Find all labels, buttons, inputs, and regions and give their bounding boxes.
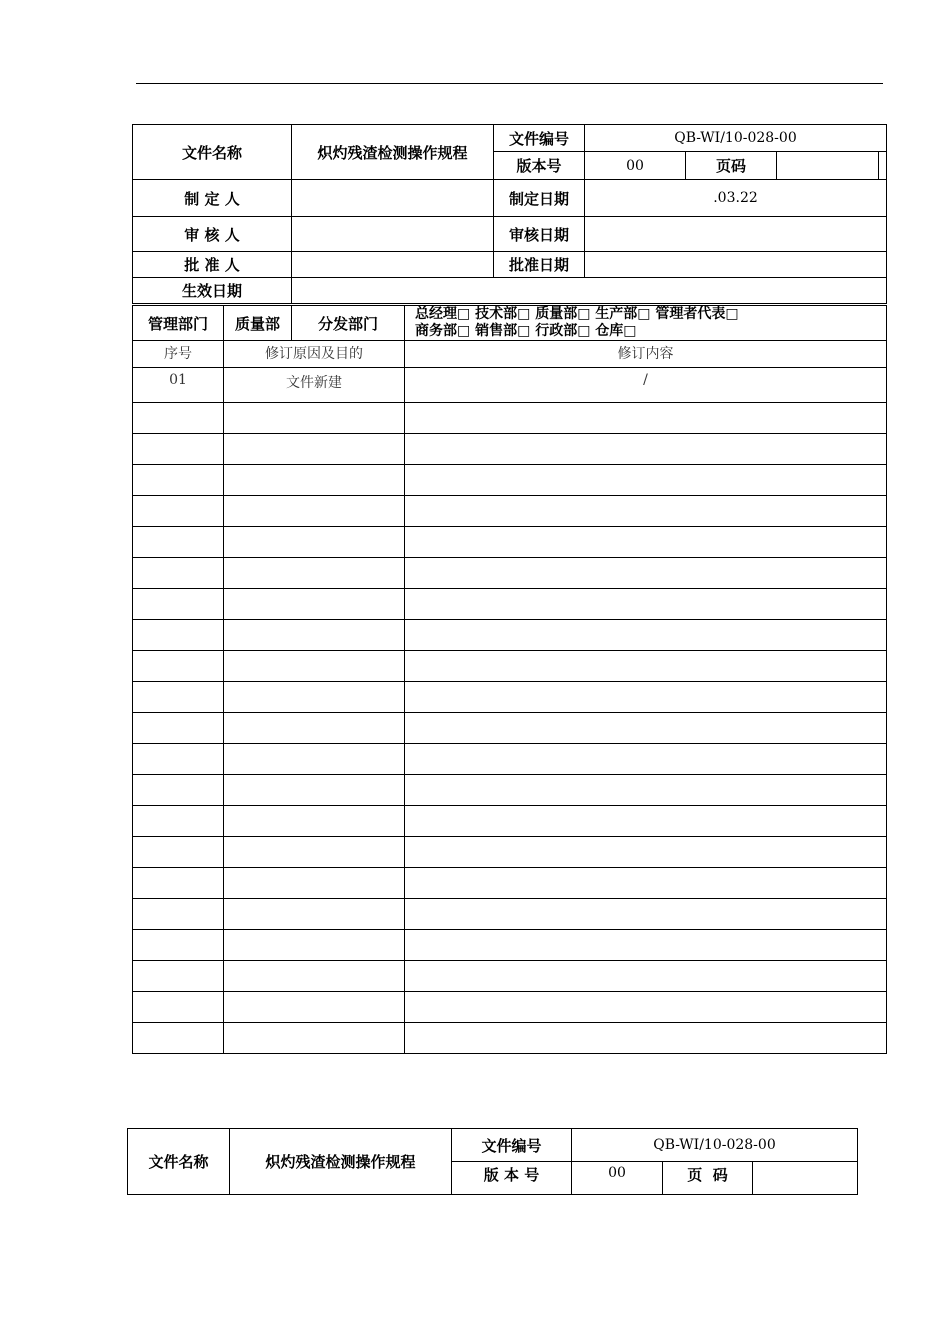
row-reason bbox=[224, 837, 405, 868]
effective-date bbox=[292, 278, 887, 304]
row-no bbox=[133, 558, 224, 589]
table-row bbox=[133, 930, 887, 961]
row-reason bbox=[224, 465, 405, 496]
table-row bbox=[133, 744, 887, 775]
row-reason bbox=[224, 558, 405, 589]
doc-no-label: 文件编号 bbox=[494, 125, 585, 152]
col-reason-header: 修订原因及目的 bbox=[224, 341, 405, 368]
row-content bbox=[405, 496, 887, 527]
table-row bbox=[133, 868, 887, 899]
footer-doc-name: 炽灼残渣检测操作规程 bbox=[230, 1129, 452, 1195]
approve-date bbox=[585, 252, 887, 278]
row-no bbox=[133, 682, 224, 713]
table-row bbox=[133, 558, 887, 589]
page-label: 页码 bbox=[686, 152, 777, 180]
table-row bbox=[133, 713, 887, 744]
row-reason bbox=[224, 961, 405, 992]
row-no bbox=[133, 868, 224, 899]
table-row bbox=[133, 775, 887, 806]
drafter-value bbox=[292, 180, 494, 217]
draft-date: .03.22 bbox=[585, 180, 887, 217]
row-reason bbox=[224, 403, 405, 434]
page-value bbox=[777, 152, 879, 180]
row-no bbox=[133, 651, 224, 682]
review-date bbox=[585, 217, 887, 252]
row-content bbox=[405, 899, 887, 930]
row-content bbox=[405, 651, 887, 682]
dist-dept-label: 分发部门 bbox=[292, 306, 405, 341]
approval-table bbox=[132, 179, 887, 304]
row-content bbox=[405, 961, 887, 992]
row-content bbox=[405, 837, 887, 868]
row-content bbox=[405, 620, 887, 651]
mgmt-dept-label: 管理部门 bbox=[133, 306, 224, 341]
table-row bbox=[133, 527, 887, 558]
table-row bbox=[133, 465, 887, 496]
row-content bbox=[405, 403, 887, 434]
table-row bbox=[133, 961, 887, 992]
dist-dept-line-1: 总经理□ 技术部□ 质量部□ 生产部□ 管理者代表□ bbox=[415, 306, 739, 322]
table-row bbox=[133, 368, 887, 403]
table-row bbox=[133, 496, 887, 527]
row-reason: 文件新建 bbox=[224, 368, 405, 403]
version-value: 00 bbox=[585, 152, 686, 180]
footer-doc-no: QB-WI/10-028-00 bbox=[572, 1129, 858, 1162]
effective-date-label: 生效日期 bbox=[133, 278, 292, 304]
footer-page-value bbox=[753, 1162, 858, 1195]
row-no bbox=[133, 713, 224, 744]
row-reason bbox=[224, 496, 405, 527]
row-reason bbox=[224, 806, 405, 837]
table-row bbox=[133, 992, 887, 1023]
row-content bbox=[405, 682, 887, 713]
row-no bbox=[133, 403, 224, 434]
drafter-label: 制 定 人 bbox=[133, 180, 292, 217]
header-rule bbox=[136, 83, 883, 84]
row-content bbox=[405, 806, 887, 837]
table-row bbox=[133, 651, 887, 682]
row-reason bbox=[224, 1023, 405, 1054]
row-content bbox=[405, 434, 887, 465]
row-content bbox=[405, 992, 887, 1023]
row-content bbox=[405, 465, 887, 496]
page-spacer bbox=[879, 152, 887, 180]
table-row bbox=[133, 837, 887, 868]
row-no bbox=[133, 992, 224, 1023]
table-row bbox=[133, 589, 887, 620]
row-reason bbox=[224, 992, 405, 1023]
footer-doc-name-label: 文件名称 bbox=[128, 1129, 230, 1195]
dist-dept-list bbox=[405, 306, 887, 341]
row-no bbox=[133, 744, 224, 775]
col-content-header: 修订内容 bbox=[405, 341, 887, 368]
doc-no: QB-WI/10-028-00 bbox=[585, 125, 887, 152]
row-no bbox=[133, 806, 224, 837]
table-row bbox=[133, 1023, 887, 1054]
row-reason bbox=[224, 775, 405, 806]
reviewer-label: 审 核 人 bbox=[133, 217, 292, 252]
row-content bbox=[405, 775, 887, 806]
table-row bbox=[133, 403, 887, 434]
table-row bbox=[133, 899, 887, 930]
doc-name: 炽灼残渣检测操作规程 bbox=[292, 125, 494, 180]
row-reason bbox=[224, 899, 405, 930]
row-no bbox=[133, 961, 224, 992]
footer-version-label: 版 本 号 bbox=[452, 1162, 572, 1195]
row-reason bbox=[224, 620, 405, 651]
row-no bbox=[133, 930, 224, 961]
version-label: 版本号 bbox=[494, 152, 585, 180]
row-content: / bbox=[405, 368, 887, 403]
row-no bbox=[133, 527, 224, 558]
row-reason bbox=[224, 930, 405, 961]
row-content bbox=[405, 1023, 887, 1054]
row-no bbox=[133, 589, 224, 620]
row-content bbox=[405, 744, 887, 775]
row-content bbox=[405, 868, 887, 899]
approver-label: 批 准 人 bbox=[133, 252, 292, 278]
row-content bbox=[405, 558, 887, 589]
row-reason bbox=[224, 651, 405, 682]
row-content bbox=[405, 589, 887, 620]
row-no bbox=[133, 434, 224, 465]
row-no bbox=[133, 496, 224, 527]
footer-page-label: 页 码 bbox=[663, 1162, 753, 1195]
row-content bbox=[405, 930, 887, 961]
footer-doc-no-label: 文件编号 bbox=[452, 1129, 572, 1162]
revision-table bbox=[132, 305, 887, 1054]
review-date-label: 审核日期 bbox=[494, 217, 585, 252]
row-no bbox=[133, 899, 224, 930]
mgmt-dept-value: 质量部 bbox=[224, 306, 292, 341]
table-row bbox=[133, 806, 887, 837]
row-no bbox=[133, 620, 224, 651]
draft-date-label: 制定日期 bbox=[494, 180, 585, 217]
row-reason bbox=[224, 713, 405, 744]
dist-dept-line-2: 商务部□ 销售部□ 行政部□ 仓库□ bbox=[415, 323, 637, 339]
header-table bbox=[132, 124, 887, 180]
footer-version: 00 bbox=[572, 1162, 663, 1195]
table-row bbox=[133, 620, 887, 651]
row-reason bbox=[224, 868, 405, 899]
row-content bbox=[405, 527, 887, 558]
table-row bbox=[133, 682, 887, 713]
doc-name-label: 文件名称 bbox=[133, 125, 292, 180]
approve-date-label: 批准日期 bbox=[494, 252, 585, 278]
row-no bbox=[133, 465, 224, 496]
footer-table bbox=[127, 1128, 858, 1195]
approver-value bbox=[292, 252, 494, 278]
row-reason bbox=[224, 527, 405, 558]
row-no bbox=[133, 1023, 224, 1054]
row-reason bbox=[224, 744, 405, 775]
row-no bbox=[133, 775, 224, 806]
row-no: 01 bbox=[133, 368, 224, 403]
row-reason bbox=[224, 682, 405, 713]
table-row bbox=[133, 434, 887, 465]
row-reason bbox=[224, 589, 405, 620]
col-no-header: 序号 bbox=[133, 341, 224, 368]
row-reason bbox=[224, 434, 405, 465]
row-content bbox=[405, 713, 887, 744]
row-no bbox=[133, 837, 224, 868]
reviewer-value bbox=[292, 217, 494, 252]
